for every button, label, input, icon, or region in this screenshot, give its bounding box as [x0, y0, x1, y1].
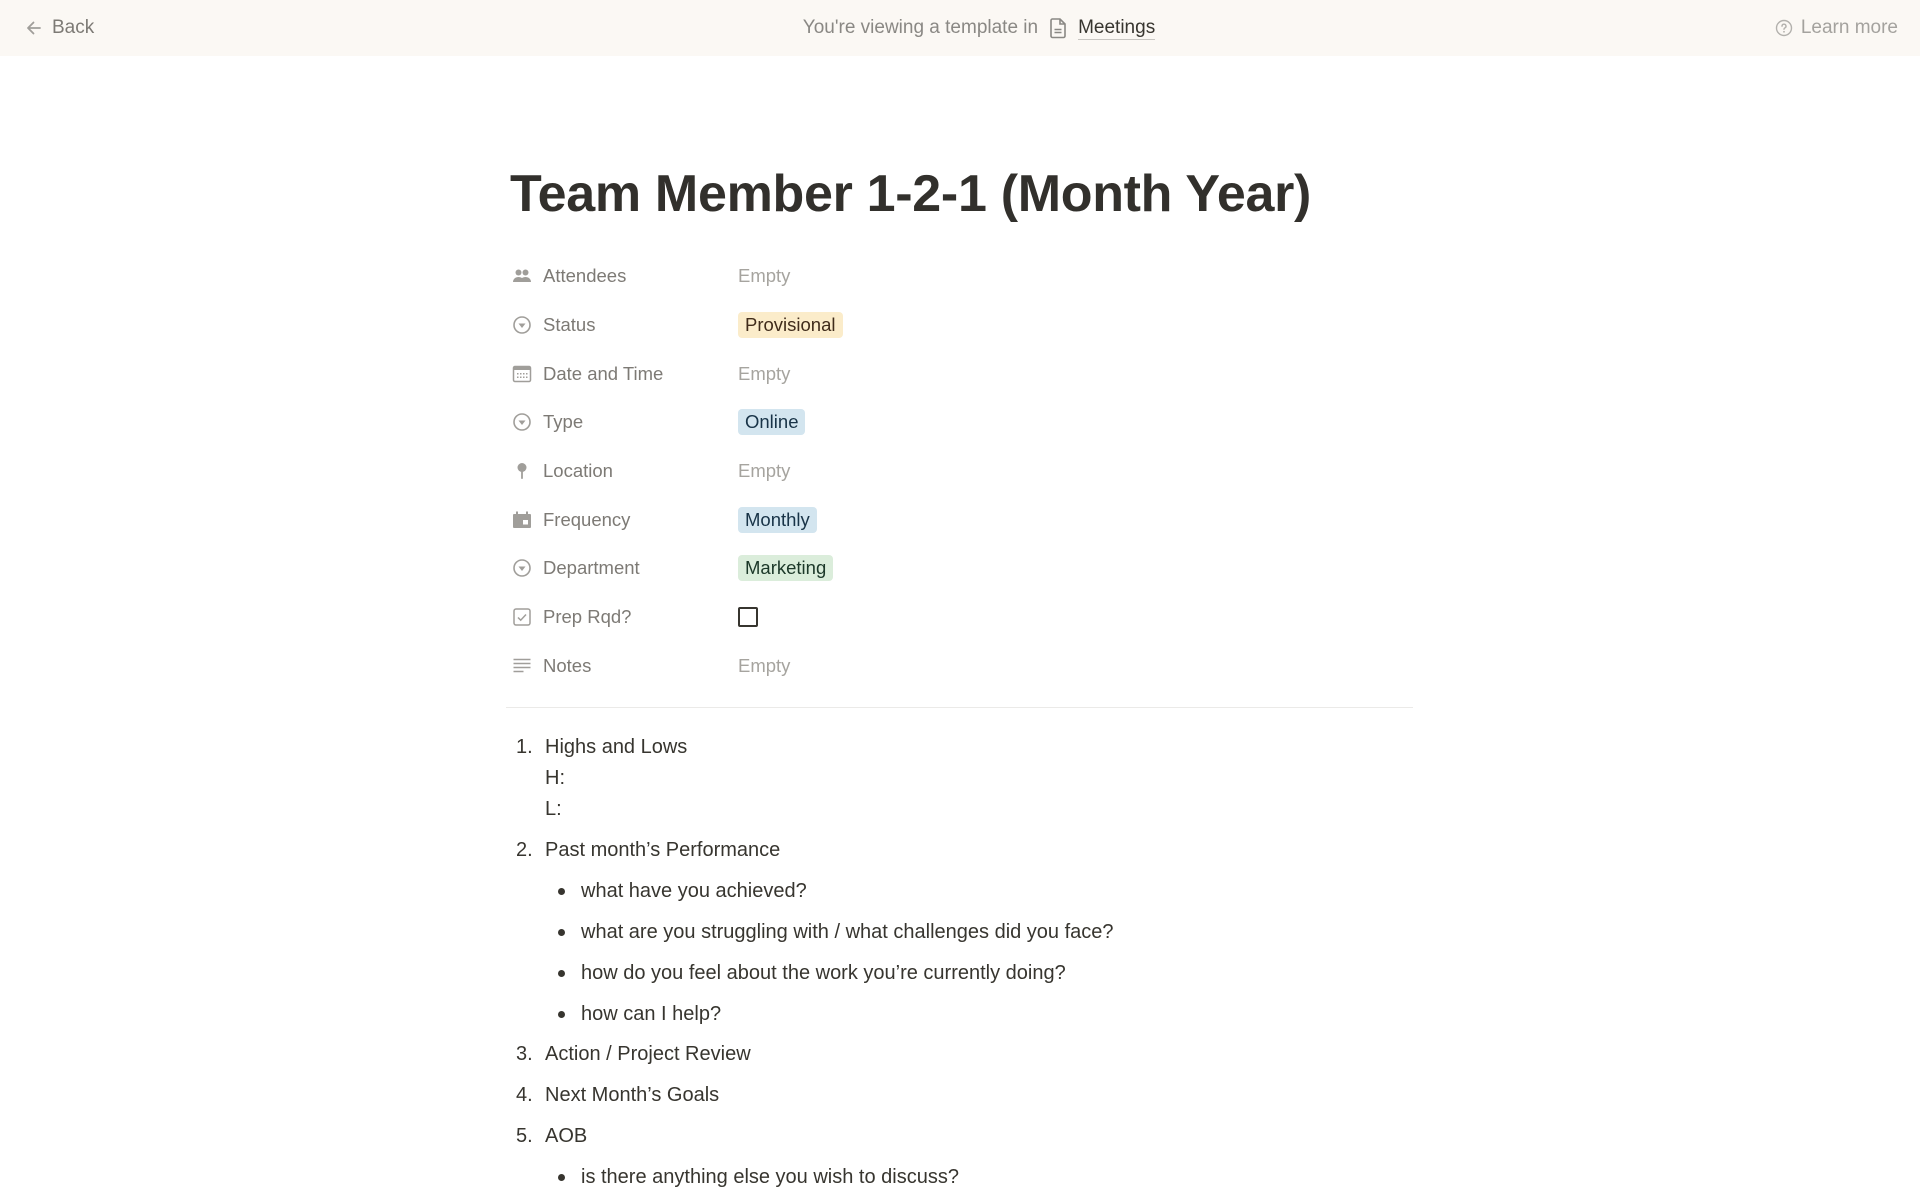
help-icon [1775, 19, 1793, 37]
property-value[interactable] [738, 555, 833, 581]
tag-marketing[interactable]: Marketing [738, 555, 833, 581]
select-icon [512, 315, 532, 335]
property-label[interactable]: Frequency [543, 508, 631, 530]
property-label[interactable]: Notes [543, 654, 592, 676]
calendar-icon [512, 364, 532, 384]
property-label[interactable]: Prep Rqd? [543, 606, 632, 628]
select-icon [512, 412, 532, 432]
bullet-item[interactable]: how can I help? [581, 1003, 722, 1025]
learn-more-button[interactable] [1775, 14, 1898, 42]
bullet-icon [558, 970, 565, 977]
agenda-item[interactable]: Action / Project Review [545, 1043, 751, 1065]
select-icon [512, 558, 532, 578]
agenda-item[interactable]: AOB [545, 1125, 588, 1147]
back-label: Back [52, 17, 95, 38]
property-value-empty[interactable]: Empty [738, 265, 791, 287]
tag-online[interactable]: Online [738, 409, 805, 435]
viewing-text: You're viewing a template in [802, 17, 1039, 38]
property-label[interactable]: Location [543, 460, 613, 482]
property-value[interactable] [738, 607, 758, 627]
property-label[interactable]: Attendees [543, 265, 627, 287]
template-location [0, 14, 1920, 42]
property-value-empty[interactable]: Empty [738, 460, 791, 482]
property-label[interactable]: Date and Time [543, 362, 664, 384]
people-icon [512, 266, 532, 286]
document-icon [1048, 17, 1068, 39]
property-value[interactable] [738, 409, 805, 435]
property-value-empty[interactable]: Empty [738, 362, 791, 384]
property-status [512, 301, 1412, 350]
template-banner [0, 0, 1920, 56]
agenda-item[interactable]: Next Month’s Goals [545, 1084, 720, 1106]
learn-more-label: Learn more [1800, 17, 1898, 38]
property-frequency [512, 495, 1412, 544]
bullet-item[interactable]: how do you feel about the work you’re currently doing? [581, 962, 1066, 984]
bullet-icon [558, 1011, 565, 1018]
agenda-item[interactable]: Past month’s Performance [545, 839, 781, 861]
meetings-link[interactable]: Meetings [1078, 16, 1156, 38]
agenda-subline[interactable]: L: [545, 798, 562, 820]
page-title[interactable]: Team Member 1-2-1 (Month Year) [510, 165, 1312, 223]
property-date-and-time [512, 349, 1412, 398]
bullet-item[interactable]: what are you struggling with / what challenges did you face? [581, 921, 1114, 943]
property-value[interactable] [738, 312, 843, 338]
list-number: 3. [516, 1043, 533, 1065]
property-value-empty[interactable]: Empty [738, 654, 791, 676]
property-location [512, 447, 1412, 496]
list-number: 2. [516, 839, 533, 861]
checkbox-icon [512, 607, 532, 627]
property-value[interactable] [738, 507, 817, 533]
bullet-icon [558, 1174, 565, 1181]
calendar-event-icon [512, 510, 532, 530]
property-prep-rqd [512, 593, 1412, 642]
property-notes [512, 642, 1412, 691]
bullet-icon [558, 929, 565, 936]
divider [506, 707, 1413, 708]
pin-icon [512, 461, 532, 481]
bullet-item[interactable]: what have you achieved? [581, 880, 807, 902]
property-label[interactable]: Department [543, 557, 640, 579]
property-department [512, 544, 1412, 593]
agenda-subline[interactable]: H: [545, 767, 565, 789]
list-number: 4. [516, 1084, 533, 1106]
properties [512, 252, 1412, 690]
list-number: 1. [516, 736, 533, 758]
list-number: 5. [516, 1125, 533, 1147]
bullet-icon [558, 888, 565, 895]
agenda-item[interactable]: Highs and Lows [545, 736, 688, 758]
property-attendees [512, 252, 1412, 301]
text-icon [512, 656, 532, 676]
property-label[interactable]: Status [543, 314, 596, 336]
bullet-item[interactable]: is there anything else you wish to discuss? [581, 1166, 959, 1188]
prep-checkbox[interactable] [738, 607, 758, 627]
property-type [512, 398, 1412, 447]
tag-provisional[interactable]: Provisional [738, 312, 843, 338]
tag-monthly[interactable]: Monthly [738, 507, 817, 533]
property-label[interactable]: Type [543, 411, 584, 433]
